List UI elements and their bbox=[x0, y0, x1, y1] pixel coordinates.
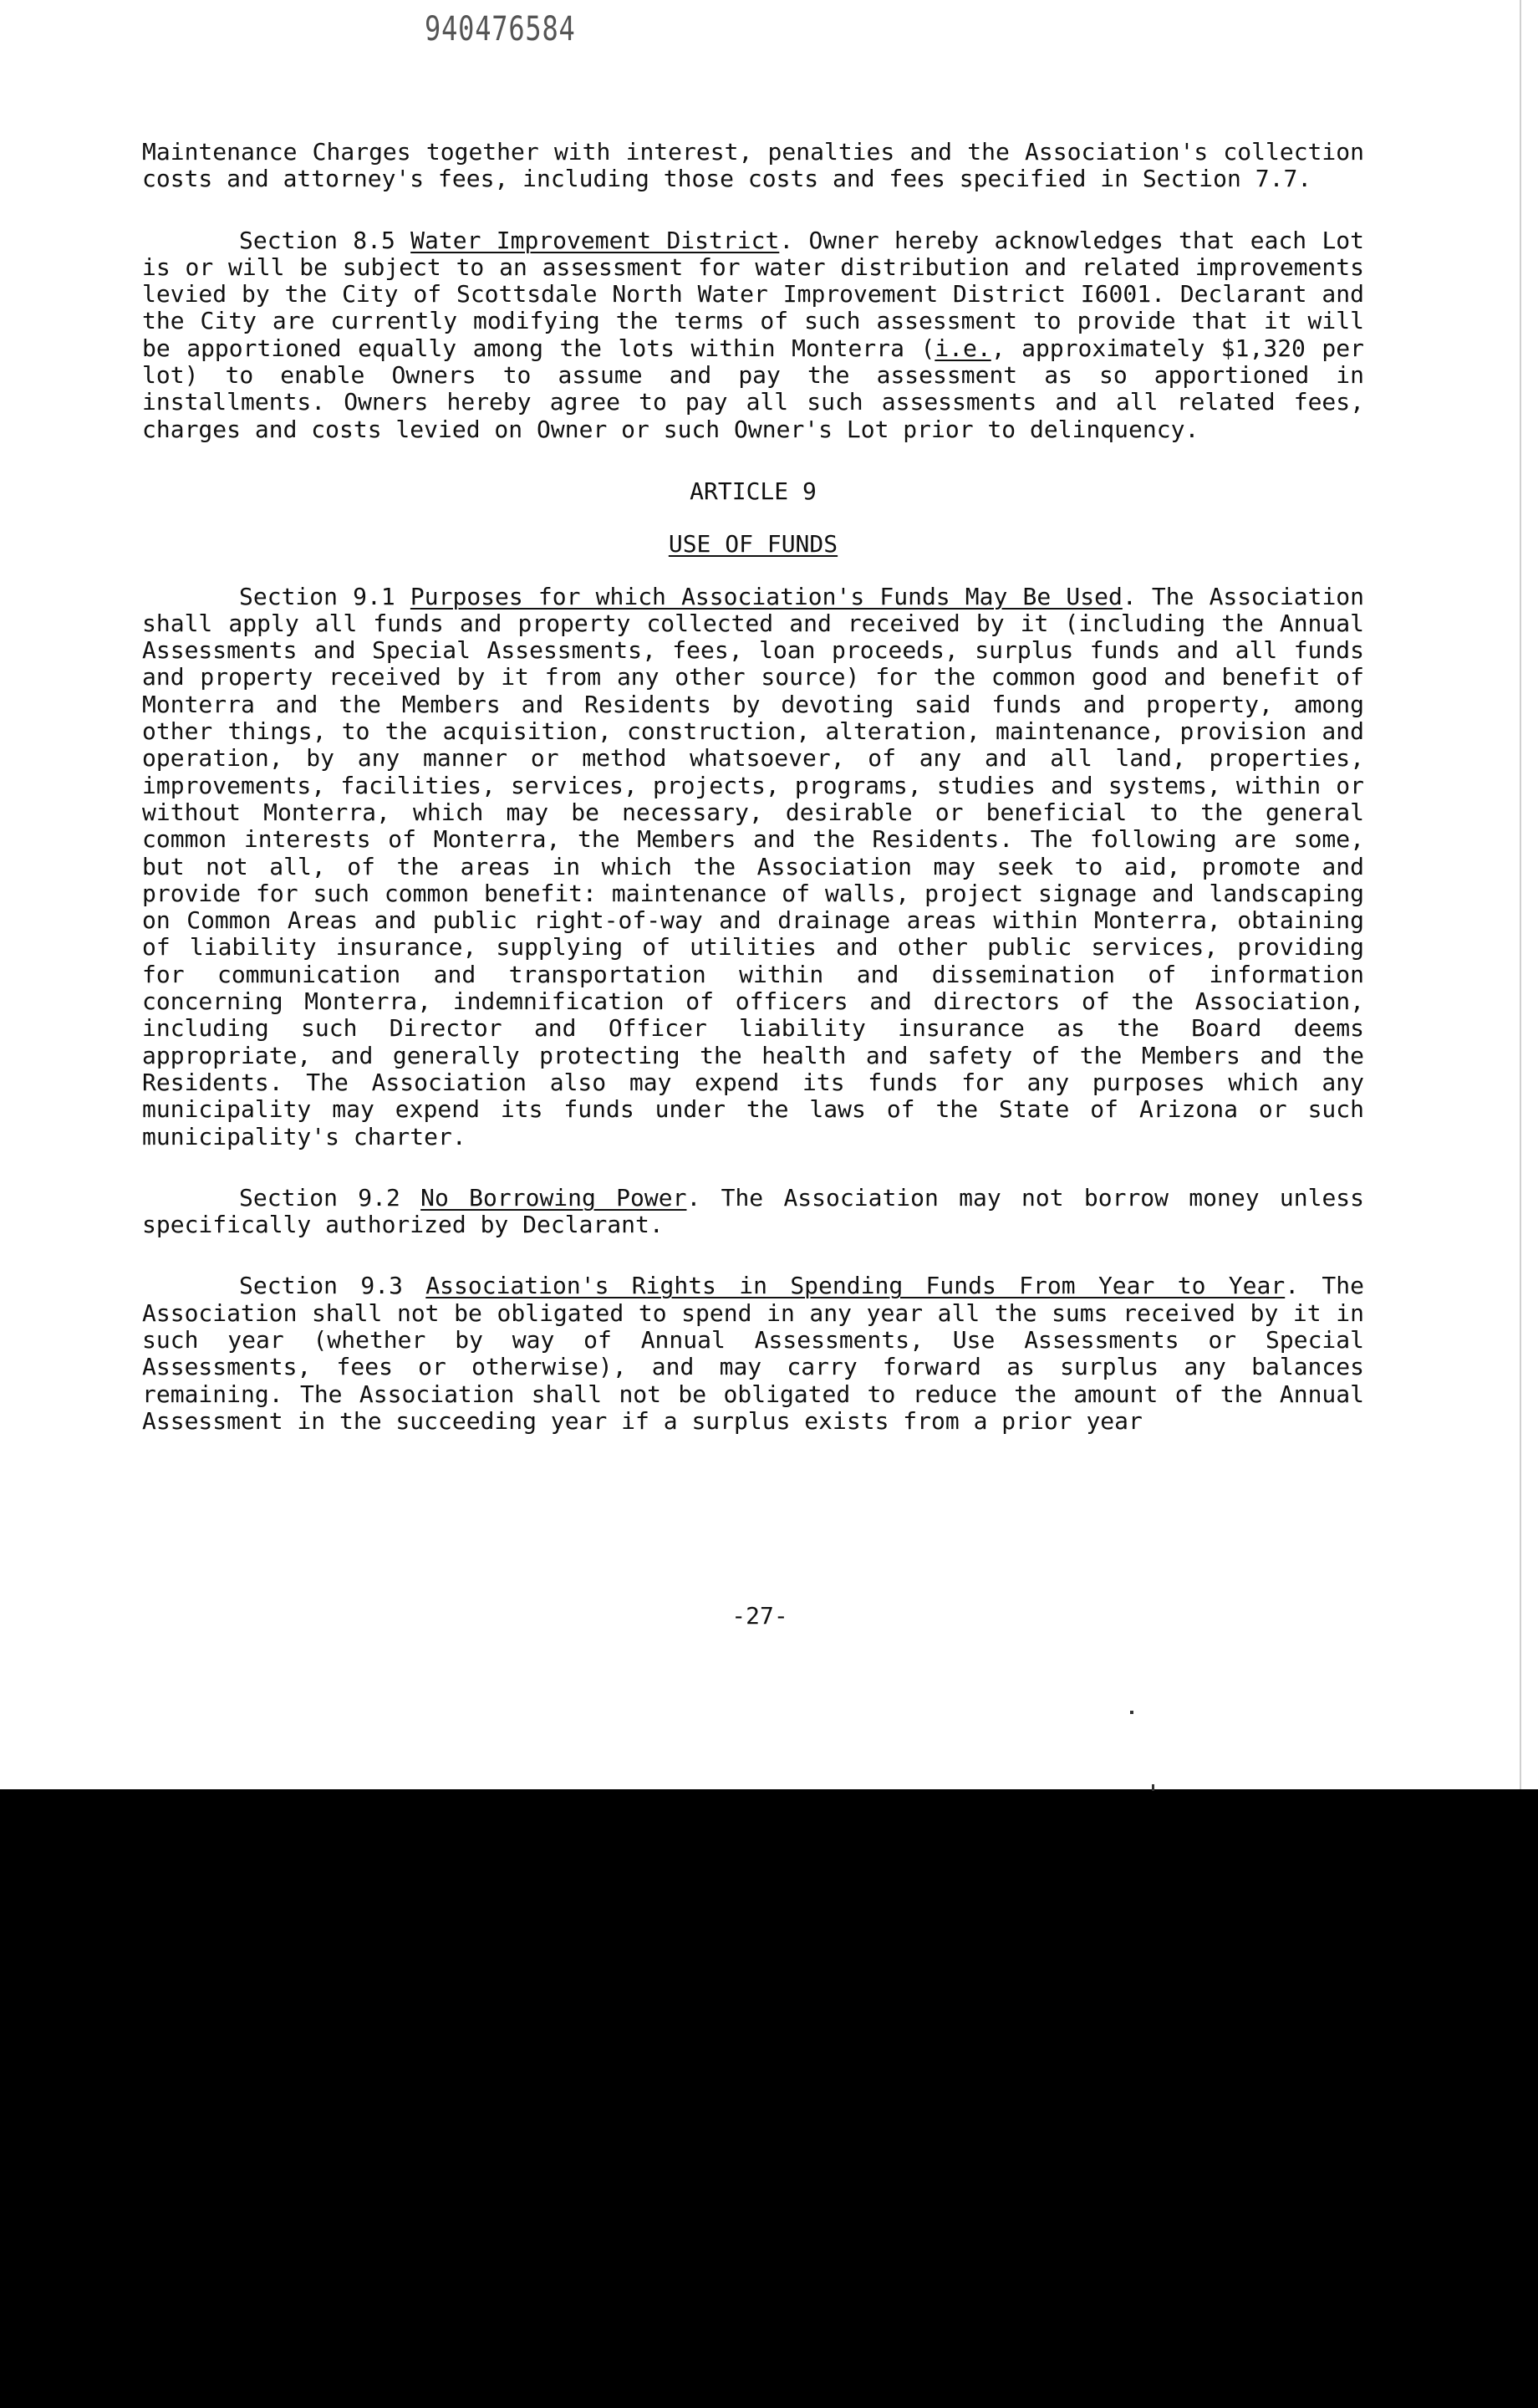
article-heading: ARTICLE 9 bbox=[690, 477, 817, 505]
section-9-1 bbox=[142, 584, 1364, 1150]
scan-speck bbox=[1152, 1784, 1154, 1791]
continuation-text: Maintenance Charges together with interest, penalties and the Association's collection costs and attorney's fees, including those costs and fees specified in Section 7.7. bbox=[142, 138, 1364, 193]
section-8-5-ie: i.e. bbox=[935, 334, 991, 362]
section-9-3-title: Association's Rights in Spending Funds From Year to Year bbox=[425, 1272, 1286, 1300]
document-body bbox=[142, 139, 1364, 1435]
page-number: -27- bbox=[731, 1602, 788, 1630]
section-8-5-text-a: . Owner hereby acknowledges that each Lot is or will be subject to an assessment for water distribution and related improvements levied by the City of Scottsdale North Water Improvement District I6001. Declarant and the City are currently modifying the terms of such assessment to provide that it will be apportioned equally among the lots within Monterra ( bbox=[142, 226, 1365, 362]
section-8-5-title: Water Improvement District bbox=[410, 226, 780, 254]
section-9-1-text: . The Association shall apply all funds and property collected and received by it (including the Annual Assessments and Special Assessments, fees, loan proceeds, surplus funds and all funds and property received by it from any other source) for the common good and benefit of Monterra and the Members and Residents by devoting said funds and property, among other things, to the acquisition, construction, alteration, maintenance, provision and operation, by any manner or method whatsoever, of any and all land, properties, improvements, facilities, services, projects, programs, studies and systems, within or without Monterra, which may be necessary, desirable or beneficial to the general common interests of Monterra, the Members and the Residents. The following are some, but not all, of the areas in which the Association may seek to aid, promote and provide for such common benefit: maintenance of walls, project signage and landscaping on Common Areas and public right-of-way and drainage areas within Monterra, obtaining of liability insurance, supplying of utilities and other public services, providing for communication and transportation within and dissemination of information concerning Monterra, indemnification of officers and directors of the Association, including such Director and Officer liability insurance as the Board deems appropriate, and generally protecting the health and safety of the Members and the Residents. The Association also may expend its funds for any purposes which any municipality may expend its funds under the laws of the State of Arizona or such municipality's charter. bbox=[142, 582, 1365, 1150]
section-9-1-title: Purposes for which Association's Funds May Be Used bbox=[410, 582, 1123, 610]
section-8-5 bbox=[142, 227, 1364, 443]
section-9-3-text: . The Association shall not be obligated to spend in any year all the sums received by it in such year (whether by way of Annual Assessments, Use Assessments or Special Assessments, fees or otherwise), and may carry forward as surplus any balances remaining. The Association shall not be obligated to reduce the amount of the Annual Assessment in the succeeding year if a surplus exists from a prior year bbox=[142, 1272, 1364, 1435]
article-title: USE OF FUNDS bbox=[668, 530, 838, 559]
section-9-3-number: Section 9.3 bbox=[239, 1272, 403, 1300]
section-9-1-number: Section 9.1 bbox=[239, 582, 395, 610]
scan-edge bbox=[1520, 0, 1538, 1789]
section-9-2-text: . The Association may not borrow money unless specifically authorized by Declarant. bbox=[142, 1183, 1365, 1239]
continuation-paragraph bbox=[142, 139, 1364, 193]
section-9-2-number: Section 9.2 bbox=[239, 1183, 400, 1212]
section-8-5-number: Section 8.5 bbox=[239, 226, 395, 254]
scan-speck bbox=[1130, 1711, 1133, 1714]
document-number: 940476584 bbox=[425, 10, 576, 48]
section-9-2-title: No Borrowing Power bbox=[420, 1183, 687, 1212]
section-8-5-text-b: , approximately $1,320 per lot) to enable Owners to assume and pay the assessment as so apportioned in installments. Owners hereby agree to pay all such assessments and all related fees, charges and costs levied on Owner or such Owner's Lot prior to delinquency. bbox=[142, 334, 1364, 443]
section-9-3 bbox=[142, 1273, 1364, 1435]
section-9-2 bbox=[142, 1185, 1364, 1239]
